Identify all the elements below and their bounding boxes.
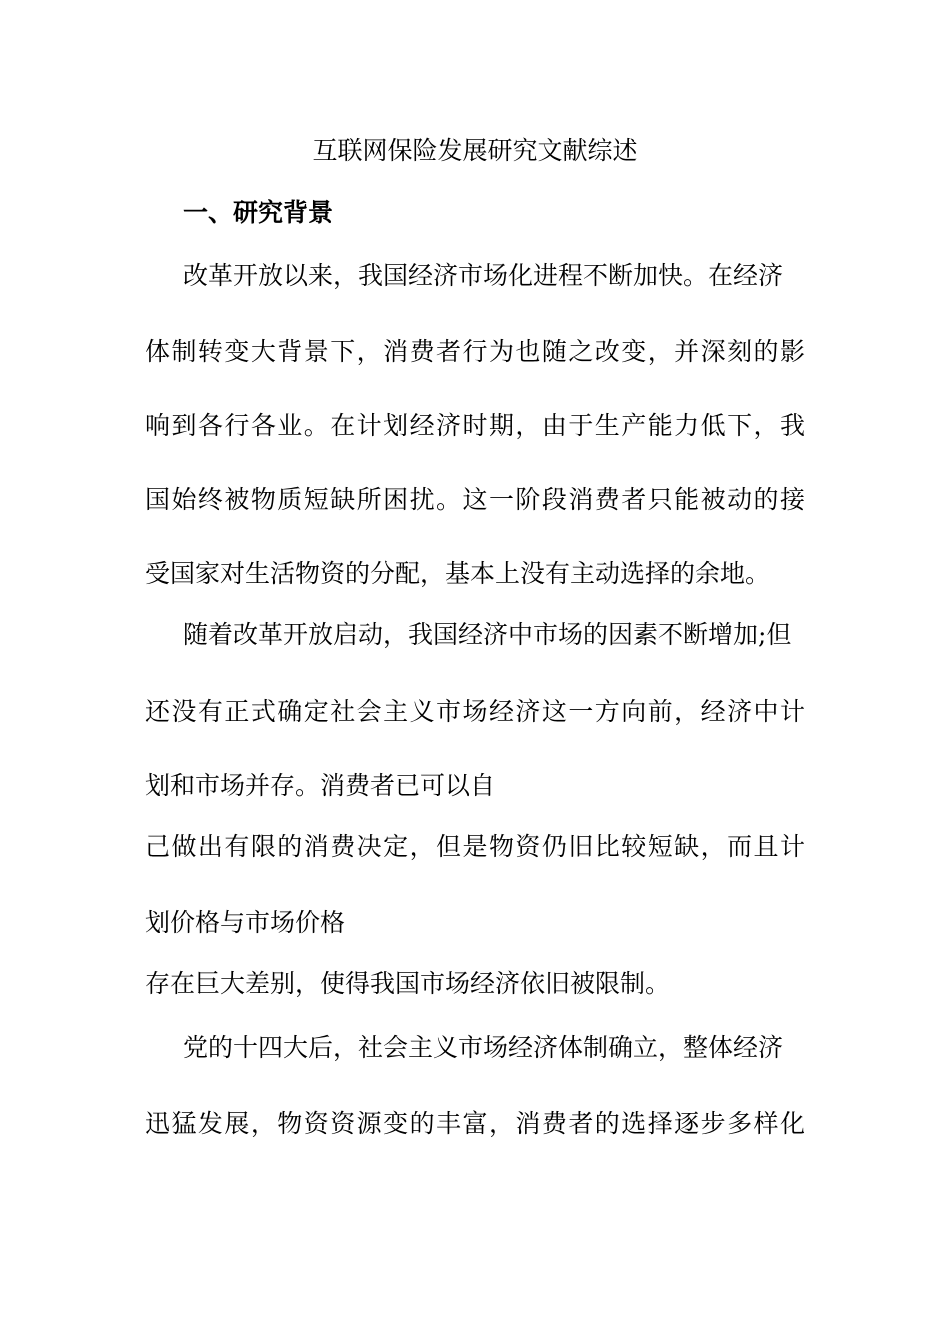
section-heading: 一、研究背景 bbox=[183, 198, 334, 227]
paragraph-line: 划和市场并存。消费者已可以自 bbox=[145, 771, 496, 800]
document-title: 互联网保险发展研究文献综述 bbox=[312, 136, 638, 165]
paragraph-line: 己做出有限的消费决定，但是物资仍旧比较短缺，而且计 bbox=[145, 832, 805, 861]
paragraph-line: 迅猛发展，物资资源变的丰富，消费者的选择逐步多样化 bbox=[145, 1109, 805, 1138]
paragraph-line: 还没有正式确定社会主义市场经济这一方向前，经济中计 bbox=[145, 697, 805, 726]
paragraph-line: 体制转变大背景下，消费者行为也随之改变，并深刻的影 bbox=[145, 337, 805, 366]
paragraph-line: 受国家对生活物资的分配，基本上没有主动选择的余地。 bbox=[145, 559, 771, 588]
paragraph-line: 响到各行各业。在计划经济时期，由于生产能力低下，我 bbox=[145, 411, 805, 440]
paragraph-line: 随着改革开放启动，我国经济中市场的因素不断增加;但 bbox=[183, 620, 792, 649]
paragraph-line: 划价格与市场价格 bbox=[145, 908, 346, 937]
paragraph-line: 国始终被物质短缺所困扰。这一阶段消费者只能被动的接 bbox=[145, 485, 805, 514]
paragraph-line: 党的十四大后，社会主义市场经济体制确立，整体经济 bbox=[183, 1033, 784, 1062]
paragraph-line: 存在巨大差别，使得我国市场经济依旧被限制。 bbox=[145, 969, 671, 998]
paragraph-line: 改革开放以来，我国经济市场化进程不断加快。在经济 bbox=[183, 261, 784, 290]
